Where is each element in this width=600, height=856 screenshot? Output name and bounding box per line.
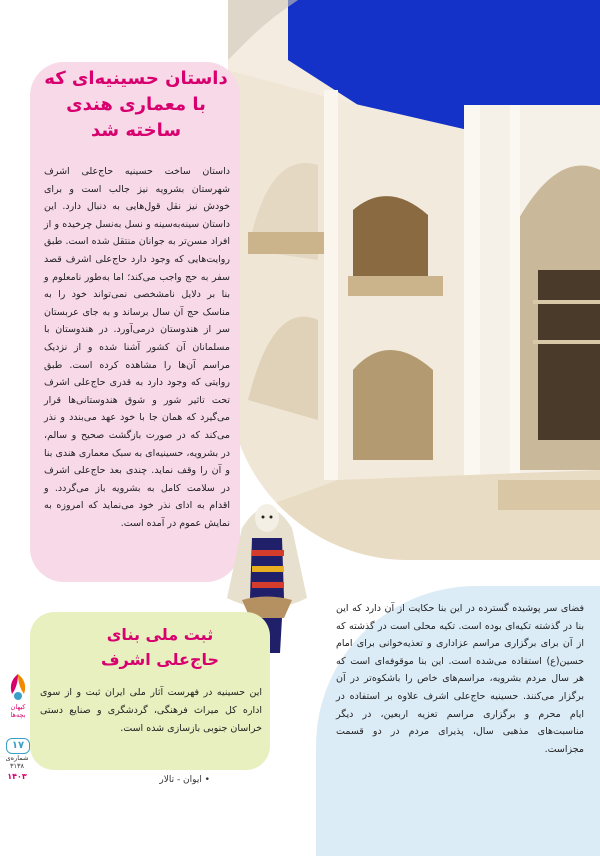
- article-title: [42, 66, 230, 144]
- continuation-paragraph: فضای سر پوشیده گسترده در این بنا حکایت از آن دارد که این بنا در گذشته تکیه‌ای بوده است. تکیه محلی است در گذشته که از آن برای برگزاری مراسم عزاداری و تعذیه‌خوانی برای امام حسین(ع) استفاده می‌شده است. این بنا موقوفه‌ای است که هر سال مردم بشرویه، مراسم‌های خاص را باشکوه‌تر در آن برگزار می‌کنند. حسینیه حاج‌علی اشرف علاوه بر استفاده در ایام محرم و برگزاری مراسم تعزیه اربعین، در دیگر مناسبت‌های مذهبی سال، پذیرای مردم در دو قسمت مجزاست.: [336, 603, 584, 755]
- sidebar-title-line: ثبت ملی بنای: [106, 625, 214, 644]
- sidebar-body: [40, 684, 262, 738]
- photo-credit: • ایوان - تالار: [159, 775, 210, 785]
- issue-number: ۳۱۳۸: [10, 762, 24, 770]
- building-photo: [228, 0, 600, 560]
- sidebar-paragraph: این حسینیه در فهرست آثار ملی ایران ثبت و از سوی اداره کل میراث فرهنگی، گردشگری و صنایع دستی خراسان جنوبی بازسازی شده است.: [40, 687, 262, 734]
- issue-year: ۱۴۰۳: [7, 772, 27, 781]
- issue-label: شماره‌ی: [5, 754, 29, 762]
- page-number: ۱۷: [6, 738, 30, 754]
- continuation-body: [336, 600, 584, 758]
- article-body: [44, 163, 230, 532]
- magazine-logo-icon: [6, 672, 30, 702]
- article-title-line: با معماری هندی: [66, 94, 206, 115]
- magazine-brand: کیهان بچه‌ها: [10, 703, 26, 719]
- article-paragraph: داستان ساخت حسینیه حاج‌علی اشرف شهرستان بشرویه نیز جالب است و برای خودش نیز نقل قول‌هایی به دنبال دارد. این داستان سینه‌به‌سینه و نسل به‌نسل چرخیده و از افراد مسن‌تر به جوانان منتقل شده است. طبق روایت‌هایی که وجود دارد حاج‌علی اشرف قصد سفر به حج واجب می‌کند؛ اما به‌طور نامعلوم و بنا بر دلایل نامشخصی نمی‌تواند خود را به مناسک حج آن سال برساند و به جای عربستان سر از هندوستان درمی‌آورد. در هندوستان با مسلمانان آن کشور آشنا شده و از نزدیک مراسم آن‌ها را مشاهده کرده است. طبق روایتی که وجود دارد به قدری حاج‌علی اشرف تحت تاثیر شور و شوق هندوستانی‌ها قرار می‌گیرد که همان جا با خود عهد می‌بندد و نذر می‌کند که در صورت بازگشت صحیح و سالم، در بشرویه، حسینیه‌ای به سبک معماری هندی بنا و آن را وقف نماید. چندی بعد حاج‌علی اشرف در سلامت کامل به بشرویه باز می‌گردد. و اقدام به ادای نذر خود می‌نماید که امروزه به نمایش عموم در آمده است.: [44, 166, 230, 529]
- sidebar-title: [60, 622, 260, 672]
- article-title-line: ساخته شد: [90, 120, 182, 141]
- article-title-line: داستان حسینیه‌ای که: [44, 68, 228, 89]
- sidebar-title-line: حاج‌علی اشرف: [100, 650, 220, 669]
- issue-info: [2, 754, 32, 770]
